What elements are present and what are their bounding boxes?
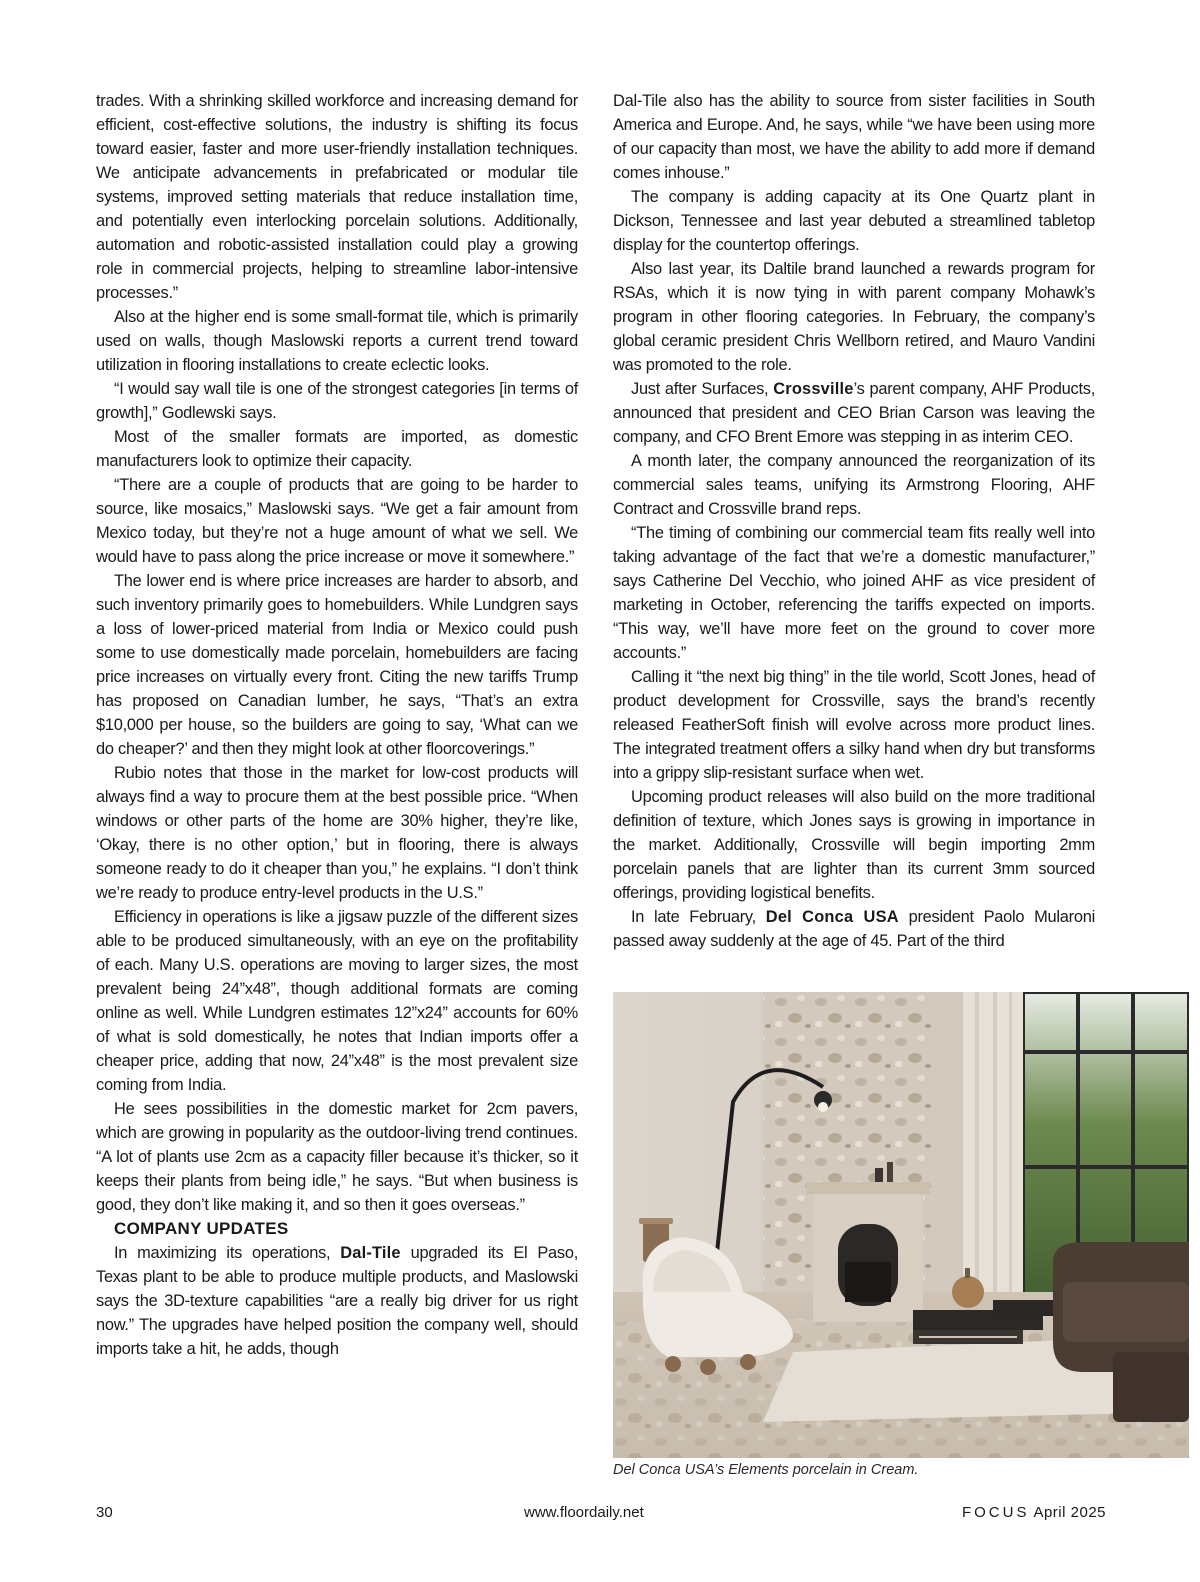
- page-number: 30: [96, 1504, 113, 1521]
- paragraph: trades. With a shrinking skilled workforce and increasing demand for efficient, cost-effective solutions, the industry is shifting its focus toward easier, faster and more user-friendly installation techniques. We anticipate advancements in prefabricated or modular tile systems, improved setting materials that reduce installation time, and potentially even interlocking porcelain solutions. Additionally, automation and robotic-assisted installation could play a growing role in commercial projects, helping to streamline labor-intensive processes.”: [96, 92, 578, 302]
- paragraph: Dal-Tile also has the ability to source from sister facilities in South America and Europe. And, he says, while “we have been using more of our capacity than most, we have the ability to add more if demand comes inhouse.”: [613, 92, 1095, 182]
- paragraph: Most of the smaller formats are imported, as domestic manufacturers look to optimize their capacity.: [96, 428, 578, 470]
- paragraph: The lower end is where price increases are harder to absorb, and such inventory primarily goes to homebuilders. While Lundgren says a loss of lower-priced material from India or Mexico could push some to use domestically made porcelain, homebuilders are facing price increases on virtually every front. Citing the new tariffs Trump has proposed on Canadian lumber, he says, “That’s an extra $10,000 per house, so the builders are going to say, ‘What can we do cheaper?’ and then they might look at other floorcoverings.”: [96, 572, 578, 758]
- article-column-left: [96, 89, 578, 1361]
- paragraph: The company is adding capacity at its One Quartz plant in Dickson, Tennessee and last year debuted a streamlined tabletop display for the countertop offerings.: [613, 188, 1095, 254]
- paragraph: Also last year, its Daltile brand launched a rewards program for RSAs, which it is now tying in with parent company Mohawk’s program in other flooring categories. In February, the company’s global ceramic president Chris Wellborn retired, and Mauro Vandini was promoted to the role.: [613, 260, 1095, 374]
- brand-name-daltile: Dal-Tile: [340, 1244, 401, 1262]
- paragraph-text: In late February,: [631, 908, 756, 926]
- paragraph: Rubio notes that those in the market for low-cost products will always find a way to procure them at the best possible price. “When windows or other parts of the home are 30% higher, they’re like, ‘Okay, there is no other option,’ but in flooring, there is always someone ready to do it cheaper than you,” he explains. “I don’t think we’re ready to produce entry-level products in the U.S.”: [96, 764, 578, 902]
- paragraph-crossville: [613, 377, 1095, 449]
- article-column-right: [613, 89, 1095, 953]
- paragraph-text: president Paolo Mularoni passed away suddenly at the age of 45. Part of the third: [613, 908, 1095, 950]
- brand-name-delconca: Del Conca USA: [765, 908, 899, 926]
- paragraph: “I would say wall tile is one of the strongest categories [in terms of growth],” Godlewski says.: [96, 380, 578, 422]
- paragraph-text: Just after Surfaces,: [631, 380, 769, 398]
- photo-caption: Del Conca USA’s Elements porcelain in Cream.: [613, 1462, 919, 1478]
- magazine-name: FOCUS: [961, 1504, 1030, 1521]
- paragraph: Upcoming product releases will also build on the more traditional definition of texture, which Jones says is growing in importance in the market. Additionally, Crossville will begin importing 2mm porcelain panels that are lighter than its current 3mm sourced offerings, providing logistical benefits.: [613, 788, 1095, 902]
- paragraph: “The timing of combining our commercial team fits really well into taking advantage of the fact that we’re a domestic manufacturer,” says Catherine Del Vecchio, who joined AHF as vice president of marketing in October, referencing the tariffs expected on imports. “This way, we’ll have more feet on the ground to cover more accounts.”: [613, 524, 1095, 662]
- brand-name-crossville: Crossville: [773, 380, 854, 398]
- paragraph: He sees possibilities in the domestic market for 2cm pavers, which are growing in popularity as the outdoor-living trend continues. “A lot of plants use 2cm as a capacity filler because it’s thicker, so it keeps their plants from being idle,” he says. “But when business is good, they don’t like making it, and so then it goes overseas.”: [96, 1100, 578, 1214]
- paragraph: Efficiency in operations is like a jigsaw puzzle of the different sizes able to be produced simultaneously, with an eye on the profitability of each. Many U.S. operations are moving to larger sizes, the most prevalent being 24”x48”, though additional formats are coming online as well. While Lundgren estimates 12”x24” accounts for 60% of what is sold domestically, he notes that Indian imports offer a cheaper price, adding that now, 24”x48” is the most prevalent size coming from India.: [96, 908, 578, 1094]
- paragraph: Calling it “the next big thing” in the tile world, Scott Jones, head of product development for Crossville, says the brand’s recently released FeatherSoft finish will evolve across more product lines. The integrated treatment offers a silky hand when dry but transforms into a grippy slip-resistant surface when wet.: [613, 668, 1095, 782]
- paragraph: Also at the higher end is some small-format tile, which is primarily used on walls, though Maslowski reports a current trend toward utilization in flooring installations to create eclectic looks.: [96, 308, 578, 374]
- paragraph-delconca: [613, 905, 1095, 953]
- paragraph-text: In maximizing its operations,: [114, 1244, 331, 1262]
- paragraph-text: ’s parent company, AHF Products, announced that president and CEO Brian Carson was leaving the company, and CFO Brent Emore was stepping in as interim CEO.: [613, 380, 1095, 446]
- paragraph-daltile: [96, 1241, 578, 1361]
- section-heading: COMPANY UPDATES: [114, 1219, 289, 1238]
- site-url: www.floordaily.net: [524, 1504, 644, 1521]
- magazine-issue: [962, 1504, 1106, 1521]
- paragraph: “There are a couple of products that are going to be harder to source, like mosaics,” Maslowski says. “We get a fair amount from Mexico today, but they’re not a huge amount of what we sell. We would have to pass along the price increase or move it somewhere.”: [96, 476, 578, 566]
- paragraph-text: upgraded its El Paso, Texas plant to be able to produce multiple products, and Maslowski says the 3D-texture capabilities “are a really big driver for us right now.” The upgrades have helped position the company well, should imports take a hit, he adds, though: [96, 1244, 578, 1358]
- paragraph: A month later, the company announced the reorganization of its commercial sales teams, unifying its Armstrong Flooring, AHF Contract and Crossville brand reps.: [613, 452, 1095, 518]
- interior-photo: [613, 992, 1189, 1458]
- issue-date: April 2025: [1033, 1504, 1106, 1521]
